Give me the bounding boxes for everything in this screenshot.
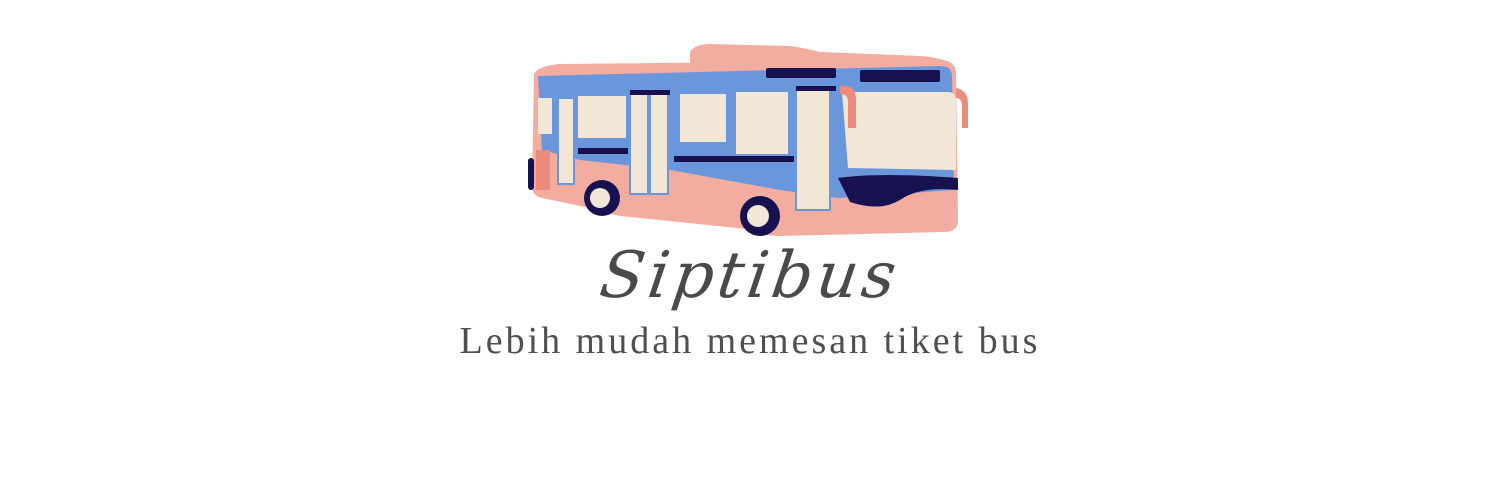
bus-door bbox=[630, 94, 648, 194]
bus-icon bbox=[520, 40, 980, 250]
bus-stripe bbox=[578, 148, 628, 154]
bus-sign-top-left bbox=[766, 68, 836, 78]
bus-door bbox=[796, 90, 830, 210]
bus-door bbox=[650, 94, 668, 194]
bus-rear-bumper bbox=[528, 158, 534, 190]
bus-stripe bbox=[796, 86, 836, 91]
bus-window bbox=[578, 96, 626, 138]
bus-window bbox=[736, 92, 788, 154]
bus-door bbox=[558, 98, 574, 184]
bus-window bbox=[538, 98, 552, 134]
brand-name: Siptibus bbox=[595, 239, 905, 313]
bus-sign-top-right bbox=[860, 70, 940, 82]
bus-window bbox=[680, 94, 726, 142]
bus-mirror bbox=[956, 88, 968, 128]
bus-rear-vent bbox=[536, 150, 550, 190]
tagline: Lebih mudah memesan tiket bus bbox=[459, 320, 1041, 362]
bus-stripe bbox=[674, 156, 794, 162]
bus-windshield bbox=[842, 92, 956, 170]
bus-stripe bbox=[630, 90, 670, 95]
